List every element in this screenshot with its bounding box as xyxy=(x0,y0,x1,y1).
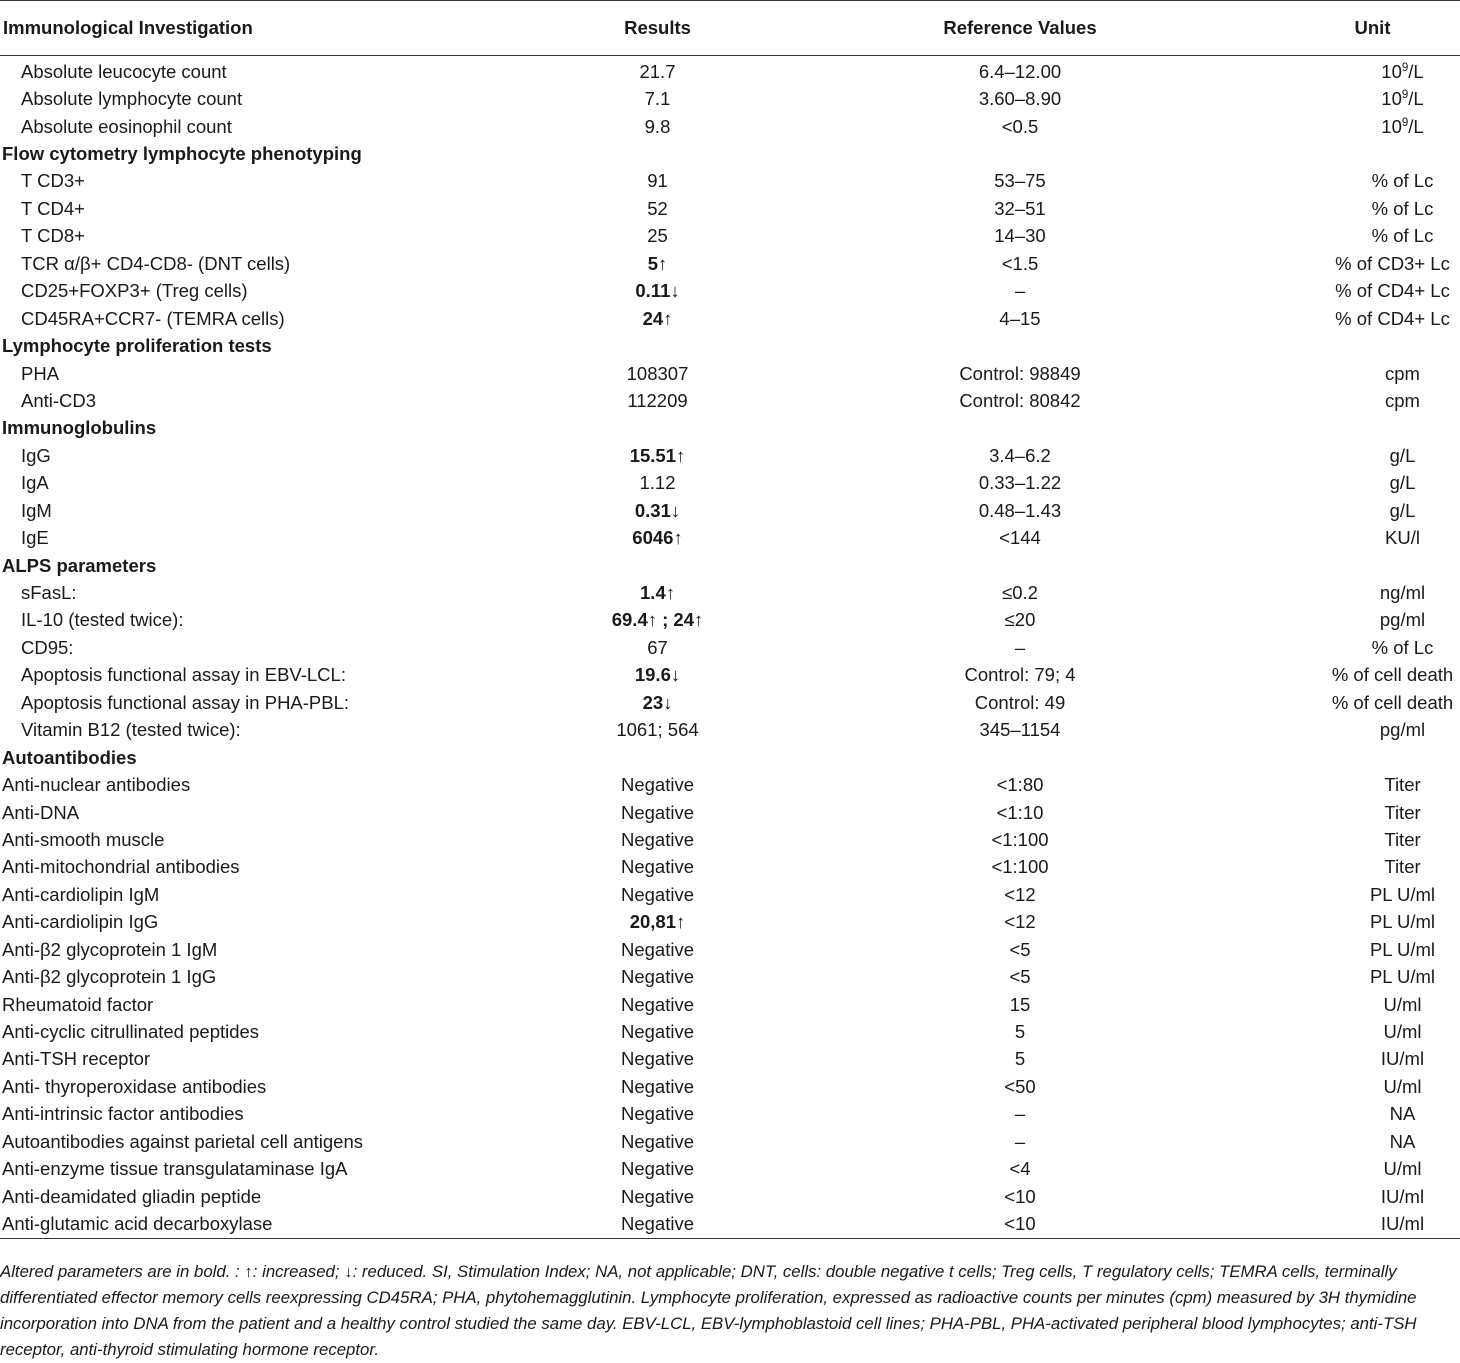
investigation-cell: Absolute eosinophil count xyxy=(21,115,232,137)
unit-cell xyxy=(1285,360,1460,387)
reference-cell: <4 xyxy=(1009,1158,1031,1180)
result-cell: Negative xyxy=(620,993,694,1015)
investigation-cell: Anti-glutamic acid decarboxylase xyxy=(0,1210,560,1238)
investigation-cell: Absolute lymphocyte count xyxy=(21,88,243,110)
result-cell: 1.4↑ xyxy=(640,582,675,604)
header-reference-values: Reference Values xyxy=(755,1,1285,56)
unit-cell xyxy=(1285,826,1460,853)
reference-cell: ≤0.2 xyxy=(1002,582,1038,604)
reference-cell: 32–51 xyxy=(994,197,1046,219)
reference-cell: – xyxy=(1014,1103,1026,1125)
unit-text: g/L xyxy=(1389,472,1416,494)
unit-cell xyxy=(1285,524,1460,551)
investigation-cell: Apoptosis functional assay in EBV-LCL: xyxy=(21,664,346,686)
reference-cell: <5 xyxy=(1009,966,1031,988)
investigation-cell: Anti-mitochondrial antibodies xyxy=(2,856,240,878)
unit-cell xyxy=(1285,799,1460,826)
result-cell: 6046↑ xyxy=(632,527,683,549)
table-row xyxy=(0,936,1460,963)
unit-cell xyxy=(1285,717,1460,744)
unit-text: Titer xyxy=(1384,856,1421,878)
unit-cell xyxy=(1285,168,1460,195)
table-row xyxy=(0,1128,1460,1155)
result-cell: 0.31↓ xyxy=(634,499,681,521)
reference-cell: Control: 49 xyxy=(974,691,1066,713)
table-body xyxy=(0,56,1460,1239)
table-row xyxy=(0,854,1460,881)
result-cell: 108307 xyxy=(626,362,689,384)
unit-cell xyxy=(1285,936,1460,963)
section-heading: Lymphocyte proliferation tests xyxy=(2,335,272,357)
header-results: Results xyxy=(560,1,755,56)
investigation-cell: PHA xyxy=(21,362,60,384)
unit-text: U/ml xyxy=(1383,1158,1422,1180)
table-row xyxy=(0,991,1460,1018)
reference-cell: 5 xyxy=(1014,1021,1026,1043)
reference-cell: 53–75 xyxy=(994,170,1046,192)
result-cell: Negative xyxy=(620,966,694,988)
table-row xyxy=(0,881,1460,908)
reference-cell: ≤20 xyxy=(1004,609,1036,631)
investigation-cell: CD95: xyxy=(21,636,74,658)
reference-cell: <1.5 xyxy=(1001,252,1039,274)
section-row xyxy=(0,552,1460,579)
investigation-cell: Anti-enzyme tissue transgulataminase IgA xyxy=(2,1158,348,1180)
unit-text: IU/ml xyxy=(1380,1213,1425,1235)
unit-text: % of CD3+ Lc xyxy=(1335,252,1450,274)
unit-text: pg/ml xyxy=(1379,609,1426,631)
unit-cell xyxy=(1285,278,1460,305)
header-unit: Unit xyxy=(1285,1,1460,56)
table-row xyxy=(0,278,1460,305)
reference-cell: 6.4–12.00 xyxy=(978,60,1062,82)
table-row xyxy=(0,113,1460,140)
reference-cell: 5 xyxy=(1014,1048,1026,1070)
investigation-cell: T CD4+ xyxy=(21,197,85,219)
investigation-cell: Apoptosis functional assay in PHA-PBL: xyxy=(21,691,350,713)
table-row xyxy=(0,963,1460,990)
investigation-cell: TCR α/β+ CD4-CD8- (DNT cells) xyxy=(21,252,291,274)
investigation-cell: Anti-cardiolipin IgM xyxy=(2,883,160,905)
reference-cell: 0.48–1.43 xyxy=(978,499,1062,521)
unit-text: IU/ml xyxy=(1380,1048,1425,1070)
reference-cell: <1:100 xyxy=(991,856,1049,878)
section-row xyxy=(0,140,1460,167)
investigation-cell: Anti-β2 glycoprotein 1 IgG xyxy=(2,966,217,988)
unit-cell xyxy=(1285,442,1460,469)
result-cell: 1.12 xyxy=(639,472,676,494)
investigation-cell: Anti-cardiolipin IgG xyxy=(2,911,159,933)
unit-cell xyxy=(1285,1210,1460,1238)
unit-text: % of cell death xyxy=(1331,664,1454,686)
result-cell: Negative xyxy=(620,1103,694,1125)
table-row xyxy=(0,1046,1460,1073)
unit-text: % of Lc xyxy=(1371,225,1434,247)
investigation-cell: Anti-TSH receptor xyxy=(2,1048,151,1070)
investigation-cell: IgG xyxy=(21,444,51,466)
table-row xyxy=(0,387,1460,414)
unit-text: PL U/ml xyxy=(1369,938,1436,960)
reference-cell: <1:80 xyxy=(996,774,1044,796)
unit-text: U/ml xyxy=(1383,1021,1422,1043)
reference-cell: – xyxy=(1014,280,1026,302)
section-heading: ALPS parameters xyxy=(2,554,157,576)
unit-text: NA xyxy=(1389,1103,1416,1125)
result-cell: 20,81↑ xyxy=(629,911,686,933)
result-cell: 7.1 xyxy=(644,88,671,110)
investigation-cell: sFasL: xyxy=(21,582,77,604)
table-row xyxy=(0,799,1460,826)
unit-text: cpm xyxy=(1385,362,1420,384)
result-cell: 91 xyxy=(647,170,668,192)
reference-cell: 3.60–8.90 xyxy=(978,88,1062,110)
investigation-cell: Anti-smooth muscle xyxy=(2,828,165,850)
unit-cell xyxy=(1285,662,1460,689)
investigation-cell: Anti-cyclic citrullinated peptides xyxy=(2,1021,260,1043)
unit-text: pg/ml xyxy=(1379,719,1426,741)
table-row xyxy=(0,470,1460,497)
reference-cell: <10 xyxy=(755,1210,1285,1238)
table-row xyxy=(0,689,1460,716)
table-row xyxy=(0,250,1460,277)
section-heading: Flow cytometry lymphocyte phenotyping xyxy=(2,143,362,165)
section-heading: Immunoglobulins xyxy=(2,417,157,439)
table-row xyxy=(0,909,1460,936)
table-row xyxy=(0,1183,1460,1210)
unit-cell xyxy=(1285,854,1460,881)
investigation-cell: Autoantibodies against parietal cell antigens xyxy=(2,1130,363,1152)
result-cell: 5↑ xyxy=(647,252,668,274)
unit-cell xyxy=(1285,497,1460,524)
result-cell: Negative xyxy=(620,1048,694,1070)
unit-suffix: /L xyxy=(1408,88,1424,110)
unit-cell xyxy=(1285,991,1460,1018)
unit-cell xyxy=(1285,607,1460,634)
unit-cell xyxy=(1285,85,1460,112)
table-row xyxy=(0,607,1460,634)
table-row xyxy=(0,826,1460,853)
unit-text: PL U/ml xyxy=(1369,911,1436,933)
result-cell: Negative xyxy=(620,1158,694,1180)
unit-text: Titer xyxy=(1384,828,1421,850)
investigation-cell: CD25+FOXP3+ (Treg cells) xyxy=(21,280,248,302)
unit-text: % of Lc xyxy=(1371,197,1434,219)
result-cell: Negative xyxy=(620,938,694,960)
table-row xyxy=(0,634,1460,661)
table-row xyxy=(0,1101,1460,1128)
unit-text: % of Lc xyxy=(1371,636,1434,658)
unit-text: U/ml xyxy=(1383,993,1422,1015)
reference-cell: <1:10 xyxy=(996,801,1044,823)
unit-text: Titer xyxy=(1384,774,1421,796)
result-cell: 25 xyxy=(647,225,668,247)
unit-text: 10 xyxy=(1381,60,1402,82)
table-row xyxy=(0,1073,1460,1100)
investigation-cell: IL-10 (tested twice): xyxy=(21,609,184,631)
unit-cell xyxy=(1285,963,1460,990)
table-row xyxy=(0,223,1460,250)
unit-text: cpm xyxy=(1385,389,1420,411)
reference-cell: <5 xyxy=(1009,938,1031,960)
result-cell: 1061; 564 xyxy=(616,719,699,741)
investigation-cell: Rheumatoid factor xyxy=(2,993,154,1015)
investigation-cell: T CD8+ xyxy=(21,225,85,247)
unit-cell xyxy=(1285,470,1460,497)
reference-cell: <10 xyxy=(1004,1185,1036,1207)
unit-text: 10 xyxy=(1381,115,1402,137)
result-cell: Negative xyxy=(620,1021,694,1043)
result-cell: Negative xyxy=(620,828,694,850)
unit-cell xyxy=(1285,305,1460,332)
reference-cell: 14–30 xyxy=(994,225,1046,247)
section-row xyxy=(0,332,1460,359)
table-row xyxy=(0,524,1460,551)
section-row xyxy=(0,415,1460,442)
reference-cell: <144 xyxy=(999,527,1041,549)
table-row xyxy=(0,1018,1460,1045)
reference-cell: <12 xyxy=(1004,883,1036,905)
reference-cell: – xyxy=(1014,636,1026,658)
table-row xyxy=(0,305,1460,332)
unit-text: % of CD4+ Lc xyxy=(1335,280,1450,302)
table-header-row xyxy=(0,1,1460,56)
unit-text: Titer xyxy=(1384,801,1421,823)
unit-cell xyxy=(1285,771,1460,798)
investigation-cell: Anti-DNA xyxy=(2,801,80,823)
result-cell: 21.7 xyxy=(639,60,676,82)
reference-cell: <50 xyxy=(1004,1075,1036,1097)
result-cell: Negative xyxy=(620,1130,694,1152)
unit-suffix: /L xyxy=(1408,60,1424,82)
investigation-cell: Vitamin B12 (tested twice): xyxy=(21,719,241,741)
reference-cell: 15 xyxy=(1009,993,1031,1015)
header-investigation: Immunological Investigation xyxy=(0,1,560,56)
table-row xyxy=(0,1156,1460,1183)
unit-suffix: /L xyxy=(1408,115,1424,137)
reference-cell: Control: 80842 xyxy=(959,389,1081,411)
result-cell: Negative xyxy=(620,1075,694,1097)
unit-cell xyxy=(1285,579,1460,606)
table-row xyxy=(0,771,1460,798)
unit-cell xyxy=(1285,387,1460,414)
reference-cell: 345–1154 xyxy=(979,719,1061,741)
table-row xyxy=(0,360,1460,387)
unit-cell xyxy=(1285,1128,1460,1155)
investigation-cell: Anti-CD3 xyxy=(21,389,97,411)
table-row xyxy=(0,717,1460,744)
result-cell: Negative xyxy=(620,883,694,905)
unit-cell xyxy=(1285,1046,1460,1073)
result-cell: Negative xyxy=(620,774,694,796)
unit-exponent: 9 xyxy=(1401,61,1409,74)
investigation-cell: IgA xyxy=(21,472,49,494)
investigation-cell: Absolute leucocyte count xyxy=(21,60,227,82)
unit-text: U/ml xyxy=(1383,1075,1422,1097)
unit-cell xyxy=(1285,113,1460,140)
result-cell: 0.11↓ xyxy=(635,280,680,302)
unit-text: PL U/ml xyxy=(1369,966,1436,988)
reference-cell: 4–15 xyxy=(999,307,1041,329)
unit-text: 10 xyxy=(1381,88,1402,110)
unit-text: PL U/ml xyxy=(1369,883,1436,905)
reference-cell: 0.33–1.22 xyxy=(978,472,1062,494)
unit-text: KU/l xyxy=(1385,527,1420,549)
reference-cell: 3.4–6.2 xyxy=(989,444,1051,466)
unit-text: % of Lc xyxy=(1371,170,1434,192)
reference-cell: <1:100 xyxy=(991,828,1049,850)
table-row xyxy=(0,85,1460,112)
table-row xyxy=(0,442,1460,469)
table-row xyxy=(0,662,1460,689)
investigation-cell: IgM xyxy=(21,499,52,521)
result-cell: 23↓ xyxy=(642,691,673,713)
unit-text: % of CD4+ Lc xyxy=(1335,307,1450,329)
unit-cell xyxy=(1285,689,1460,716)
table-footnote: Altered parameters are in bold. : ↑: increased; ↓: reduced. SI, Stimulation Index; NA, not applicable; DNT, cells: double negative t cells; Treg cells, T regulatory cells; TEMRA cells, terminally differentiated effector memory cells reexpressing CD45RA; PHA, phytohemagglutinin. Lymphocyte proliferation, expressed as radioactive counts per minutes (cpm) measured by 3H thymidine incorporation into DNA from the patient and a healthy control studied the same day. EBV-LCL, EBV-lymphoblastoid cell lines; PHA-PBL, PHA-activated peripheral blood lymphocytes; anti-TSH receptor, anti-thyroid stimulating hormone receptor. xyxy=(0,1262,1417,1359)
reference-cell: <0.5 xyxy=(1001,115,1039,137)
result-cell: 9.8 xyxy=(644,115,671,137)
result-cell: 15.51↑ xyxy=(629,444,686,466)
investigation-cell: Anti-β2 glycoprotein 1 IgM xyxy=(2,938,218,960)
unit-cell xyxy=(1285,909,1460,936)
unit-cell xyxy=(1285,195,1460,222)
investigation-cell: Anti-deamidated gliadin peptide xyxy=(2,1185,262,1207)
result-cell: Negative xyxy=(620,856,694,878)
unit-text: ng/ml xyxy=(1379,582,1426,604)
table-row xyxy=(0,579,1460,606)
reference-cell: <12 xyxy=(1004,911,1036,933)
table-row xyxy=(0,168,1460,195)
unit-exponent: 9 xyxy=(1401,89,1409,101)
result-cell: 24↑ xyxy=(642,307,673,329)
section-row xyxy=(0,744,1460,771)
investigation-cell: Anti-nuclear antibodies xyxy=(2,774,191,796)
unit-cell xyxy=(1285,1018,1460,1045)
unit-cell xyxy=(1285,250,1460,277)
table-row xyxy=(0,1210,1460,1238)
unit-exponent: 9 xyxy=(1401,116,1409,129)
result-cell: 52 xyxy=(647,197,668,219)
result-cell: Negative xyxy=(560,1210,755,1238)
section-heading: Autoantibodies xyxy=(2,746,137,768)
unit-cell xyxy=(1285,1156,1460,1183)
unit-cell xyxy=(1285,223,1460,250)
unit-text: g/L xyxy=(1389,499,1416,521)
unit-cell xyxy=(1285,1101,1460,1128)
unit-cell xyxy=(1285,1183,1460,1210)
unit-cell xyxy=(1285,56,1460,86)
result-cell: 112209 xyxy=(627,389,688,411)
unit-cell xyxy=(1285,634,1460,661)
result-cell: 69.4↑ ; 24↑ xyxy=(611,609,704,631)
reference-cell: – xyxy=(1014,1130,1026,1152)
result-cell: Negative xyxy=(620,801,694,823)
reference-cell: Control: 79; 4 xyxy=(964,664,1076,686)
unit-text: g/L xyxy=(1389,444,1416,466)
table-row xyxy=(0,56,1460,86)
investigation-cell: Anti- thyroperoxidase antibodies xyxy=(2,1075,267,1097)
result-cell: Negative xyxy=(620,1185,694,1207)
unit-text: % of cell death xyxy=(1331,691,1454,713)
result-cell: 67 xyxy=(647,636,668,658)
investigation-cell: CD45RA+CCR7- (TEMRA cells) xyxy=(21,307,285,329)
investigation-cell: IgE xyxy=(21,527,49,549)
table-row xyxy=(0,195,1460,222)
unit-text: NA xyxy=(1389,1130,1416,1152)
unit-cell xyxy=(1285,1073,1460,1100)
table-row xyxy=(0,497,1460,524)
investigation-cell: T CD3+ xyxy=(21,170,85,192)
reference-cell: Control: 98849 xyxy=(959,362,1081,384)
result-cell: 19.6↓ xyxy=(634,664,681,686)
investigation-cell: Anti-intrinsic factor antibodies xyxy=(2,1103,244,1125)
unit-cell xyxy=(1285,881,1460,908)
unit-text: IU/ml xyxy=(1380,1185,1425,1207)
